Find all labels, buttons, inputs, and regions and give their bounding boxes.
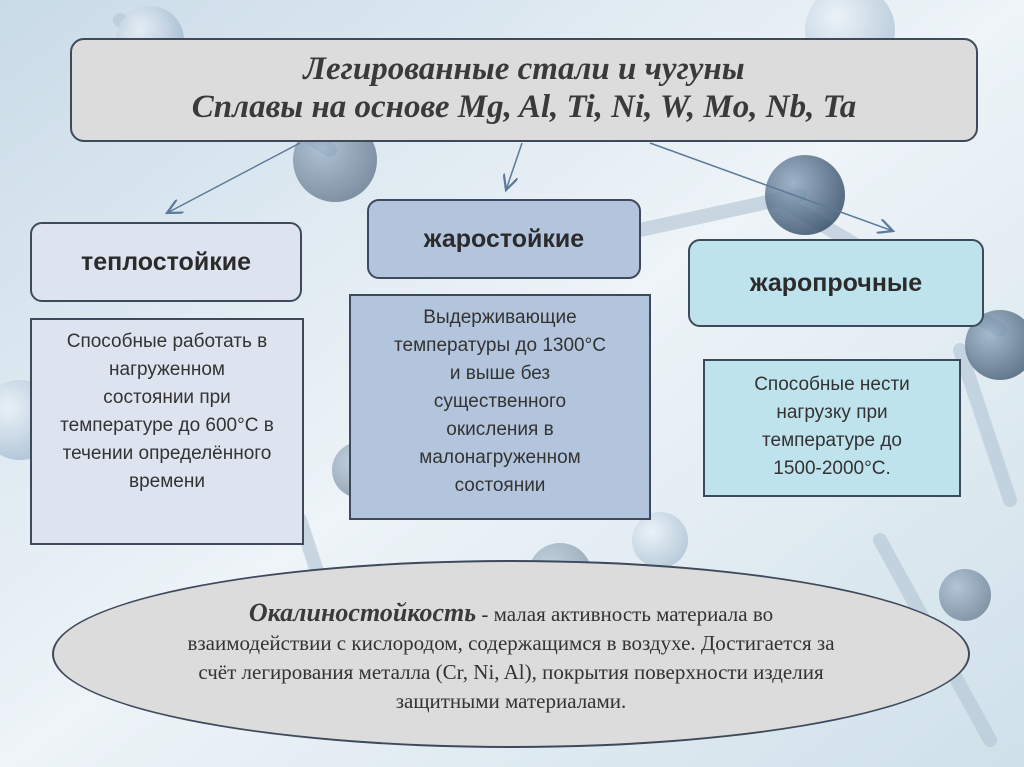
description-line: температуры до 1300°С xyxy=(394,335,606,356)
definition-line-4: защитными материалами. xyxy=(395,689,627,713)
description-line: Способные работать в xyxy=(66,331,268,352)
heading-zharostoykie: жаростойкие xyxy=(367,199,641,279)
description-line: Выдерживающие xyxy=(423,307,577,328)
definition-intro: - малая активность материала во xyxy=(476,602,774,626)
description-line: нагрузку при xyxy=(776,402,888,423)
definition-oval xyxy=(52,560,970,748)
description-line: времени xyxy=(129,471,205,492)
description-line: малонагруженном xyxy=(419,447,581,468)
description-line: температуре до xyxy=(762,430,902,451)
title-line-2: Сплавы на основе Mg, Al, Ti, Ni, W, Mo, Nb, Ta xyxy=(191,89,857,125)
heading-teplostoykie: теплостойкие xyxy=(30,222,302,302)
description-line: Способные нести xyxy=(754,374,910,395)
description-line: окисления в xyxy=(446,419,554,440)
arrow-to-zharoprochnye xyxy=(650,143,893,231)
description-line: состоянии xyxy=(454,475,546,496)
description-teplostoykie xyxy=(30,318,304,545)
definition-term: Окалиностойкость xyxy=(248,598,477,627)
definition-line-3: счёт легирования металла (Cr, Ni, Al), покрытия поверхности изделия xyxy=(198,660,824,684)
arrow-to-zharostoykie xyxy=(506,143,522,190)
title-box xyxy=(70,38,978,142)
description-line: течении определённого xyxy=(62,443,272,464)
description-line: и выше без xyxy=(449,363,551,384)
description-zharostoykie xyxy=(349,294,651,520)
description-line: 1500-2000°С. xyxy=(773,458,891,479)
definition-text xyxy=(54,562,968,716)
description-zharoprochnye xyxy=(703,359,961,497)
arrow-to-teplostoykie xyxy=(167,143,300,213)
definition-line-1 xyxy=(54,598,968,629)
definition-line-2: взаимодействии с кислородом, содержащимся в воздухе. Достигается за xyxy=(187,631,835,655)
description-line: состоянии при xyxy=(103,387,231,408)
title-line-1: Легированные стали и чугуны xyxy=(303,51,745,87)
heading-zharoprochnye: жаропрочные xyxy=(688,239,984,327)
description-line: нагруженном xyxy=(109,359,225,380)
description-line: существенного xyxy=(433,391,567,412)
description-line: температуре до 600°С в xyxy=(60,415,274,436)
